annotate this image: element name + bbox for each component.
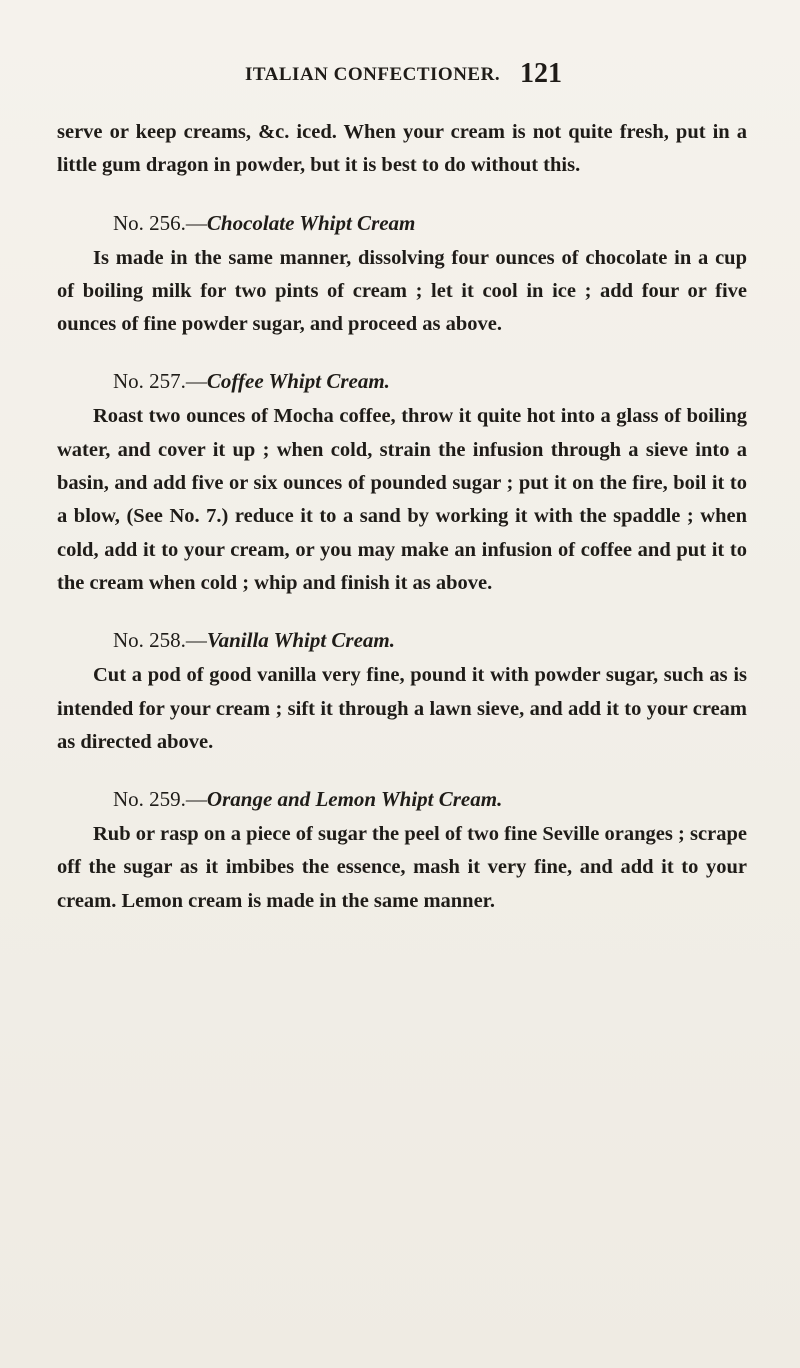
recipe-title: Coffee Whipt Cream. xyxy=(206,369,390,394)
page-body xyxy=(57,116,747,918)
recipe-text-257: Roast two ounces of Mocha coffee, throw it quite hot into a glass of boiling water, and cover it up ; when cold, strain the infusion through a sieve into a basin, and add five or six ounces of pounded sugar ; put it on the fire, boil it to a blow, (See No. 7.) reduce it to a sand by working it with the spaddle ; when cold, add it to your cream, or you may make an infusion of coffee and put it to the cream when cold ; whip and finish it as above. xyxy=(57,405,747,594)
recipe-text-259: Rub or rasp on a piece of sugar the peel of two fine Seville oranges ; scrape off the sugar as it imbibes the essence, mash it very fine, and add it to your cream. Lemon cream is made in the same manner. xyxy=(57,823,747,912)
recipe-heading-257 xyxy=(57,365,747,398)
recipe-heading-256 xyxy=(57,207,747,240)
recipe-text-256: Is made in the same manner, dissolving four ounces of chocolate in a cup of boiling milk for two pints of cream ; let it cool in ice ; add four or five ounces of fine powder sugar, and proceed as above. xyxy=(57,246,747,336)
recipe-number: No. 257.— xyxy=(113,369,207,394)
recipe-title: Vanilla Whipt Cream. xyxy=(206,628,396,653)
recipe-heading-259 xyxy=(57,783,747,816)
running-title: ITALIAN CONFECTIONER. xyxy=(245,64,501,85)
running-head xyxy=(0,58,800,104)
intro-paragraph: serve or keep creams, &c. iced. When your cream is not quite fresh, put in a little gum dragon in powder, but it is best to do without this. xyxy=(57,121,747,177)
recipe-title: Orange and Lemon Whipt Cream. xyxy=(206,787,503,812)
recipe-number: No. 256.— xyxy=(113,210,207,235)
recipe-heading-258 xyxy=(57,624,747,657)
recipe-number: No. 259.— xyxy=(113,787,207,812)
recipe-title: Chocolate Whipt Cream xyxy=(206,210,416,235)
recipe-text-258: Cut a pod of good vanilla very fine, pound it with powder sugar, such as is intended for your cream ; sift it through a lawn sieve, and add it to your cream as directed above. xyxy=(57,664,747,753)
page-number: 121 xyxy=(520,58,562,89)
recipe-number: No. 258.— xyxy=(113,628,207,653)
